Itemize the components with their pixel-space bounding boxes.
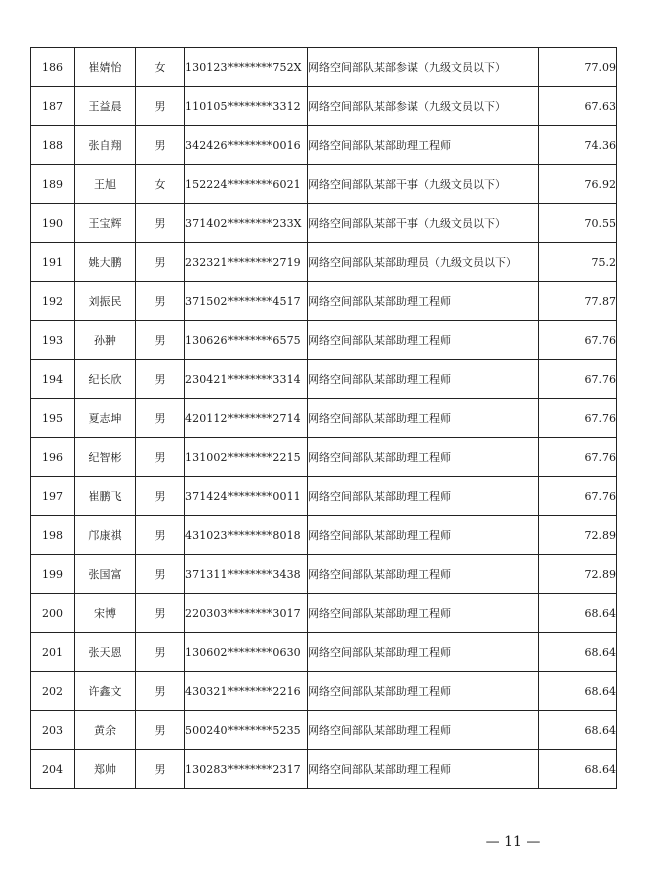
row-id-number: 152224********6021: [185, 165, 308, 204]
row-id-number: 232321********2719: [185, 243, 308, 282]
row-position: 网络空间部队某部助理工程师: [308, 594, 539, 633]
row-seq: 199: [31, 555, 75, 594]
row-score: 74.36: [539, 126, 617, 165]
row-id-number: 371424********0011: [185, 477, 308, 516]
table-row: [31, 321, 617, 360]
row-seq: 202: [31, 672, 75, 711]
table-row: [31, 672, 617, 711]
row-seq: 194: [31, 360, 75, 399]
row-id-number: 342426********0016: [185, 126, 308, 165]
row-seq: 186: [31, 48, 75, 87]
row-id-number: 430321********2216: [185, 672, 308, 711]
row-score: 77.87: [539, 282, 617, 321]
row-name: 王旭: [75, 165, 136, 204]
table-row: [31, 165, 617, 204]
row-gender: 男: [136, 594, 185, 633]
row-position: 网络空间部队某部助理工程师: [308, 516, 539, 555]
row-gender: 男: [136, 633, 185, 672]
roster-sheet: [30, 47, 616, 789]
table-row: [31, 204, 617, 243]
row-score: 68.64: [539, 750, 617, 789]
row-seq: 193: [31, 321, 75, 360]
row-position: 网络空间部队某部助理工程师: [308, 750, 539, 789]
row-score: 67.76: [539, 438, 617, 477]
row-name: 崔婧怡: [75, 48, 136, 87]
row-id-number: 130602********0630: [185, 633, 308, 672]
candidate-table-body: [31, 48, 617, 789]
row-gender: 男: [136, 126, 185, 165]
row-id-number: 420112********2714: [185, 399, 308, 438]
row-position: 网络空间部队某部助理工程师: [308, 321, 539, 360]
row-score: 76.92: [539, 165, 617, 204]
row-gender: 女: [136, 48, 185, 87]
table-row: [31, 594, 617, 633]
row-gender: 男: [136, 750, 185, 789]
row-seq: 192: [31, 282, 75, 321]
row-score: 75.2: [539, 243, 617, 282]
row-id-number: 131002********2215: [185, 438, 308, 477]
row-name: 刘振民: [75, 282, 136, 321]
row-gender: 男: [136, 204, 185, 243]
row-seq: 195: [31, 399, 75, 438]
row-position: 网络空间部队某部助理工程师: [308, 633, 539, 672]
row-id-number: 500240********5235: [185, 711, 308, 750]
row-gender: 男: [136, 282, 185, 321]
row-name: 王宝辉: [75, 204, 136, 243]
row-name: 纪长欣: [75, 360, 136, 399]
row-position: 网络空间部队某部助理工程师: [308, 399, 539, 438]
row-score: 68.64: [539, 594, 617, 633]
row-position: 网络空间部队某部助理工程师: [308, 555, 539, 594]
row-gender: 男: [136, 477, 185, 516]
row-gender: 女: [136, 165, 185, 204]
table-row: [31, 477, 617, 516]
row-id-number: 371311********3438: [185, 555, 308, 594]
row-position: 网络空间部队某部助理工程师: [308, 438, 539, 477]
row-name: 张天恩: [75, 633, 136, 672]
row-name: 邝康祺: [75, 516, 136, 555]
table-row: [31, 438, 617, 477]
row-gender: 男: [136, 438, 185, 477]
table-row: [31, 555, 617, 594]
candidate-table: [30, 47, 617, 789]
row-score: 68.64: [539, 711, 617, 750]
row-name: 纪智彬: [75, 438, 136, 477]
row-seq: 201: [31, 633, 75, 672]
row-score: 67.76: [539, 399, 617, 438]
row-name: 姚大鹏: [75, 243, 136, 282]
table-row: [31, 516, 617, 555]
row-id-number: 230421********3314: [185, 360, 308, 399]
row-position: 网络空间部队某部助理工程师: [308, 711, 539, 750]
row-score: 67.76: [539, 360, 617, 399]
row-id-number: 130626********6575: [185, 321, 308, 360]
row-name: 孙翀: [75, 321, 136, 360]
row-gender: 男: [136, 87, 185, 126]
row-name: 张自翔: [75, 126, 136, 165]
table-row: [31, 633, 617, 672]
row-score: 68.64: [539, 672, 617, 711]
row-id-number: 431023********8018: [185, 516, 308, 555]
row-name: 许鑫文: [75, 672, 136, 711]
row-seq: 197: [31, 477, 75, 516]
row-gender: 男: [136, 672, 185, 711]
row-id-number: 371402********233X: [185, 204, 308, 243]
table-row: [31, 87, 617, 126]
table-row: [31, 126, 617, 165]
row-name: 夏志坤: [75, 399, 136, 438]
row-seq: 191: [31, 243, 75, 282]
row-gender: 男: [136, 555, 185, 594]
table-row: [31, 360, 617, 399]
row-position: 网络空间部队某部助理工程师: [308, 672, 539, 711]
row-name: 黄余: [75, 711, 136, 750]
row-seq: 188: [31, 126, 75, 165]
row-name: 郑帅: [75, 750, 136, 789]
row-score: 72.89: [539, 555, 617, 594]
row-score: 72.89: [539, 516, 617, 555]
row-score: 70.55: [539, 204, 617, 243]
row-gender: 男: [136, 399, 185, 438]
row-score: 67.76: [539, 321, 617, 360]
row-id-number: 371502********4517: [185, 282, 308, 321]
row-position: 网络空间部队某部干事（九级文员以下）: [308, 165, 539, 204]
row-seq: 200: [31, 594, 75, 633]
row-id-number: 220303********3017: [185, 594, 308, 633]
row-name: 崔鹏飞: [75, 477, 136, 516]
row-position: 网络空间部队某部助理员（九级文员以下）: [308, 243, 539, 282]
row-position: 网络空间部队某部助理工程师: [308, 126, 539, 165]
row-position: 网络空间部队某部干事（九级文员以下）: [308, 204, 539, 243]
table-row: [31, 750, 617, 789]
table-row: [31, 282, 617, 321]
row-position: 网络空间部队某部参谋（九级文员以下）: [308, 48, 539, 87]
row-gender: 男: [136, 516, 185, 555]
row-seq: 203: [31, 711, 75, 750]
page-number: [0, 834, 646, 850]
row-score: 67.76: [539, 477, 617, 516]
row-id-number: 130283********2317: [185, 750, 308, 789]
row-seq: 196: [31, 438, 75, 477]
row-score: 77.09: [539, 48, 617, 87]
row-position: 网络空间部队某部助理工程师: [308, 360, 539, 399]
row-gender: 男: [136, 243, 185, 282]
row-id-number: 110105********3312: [185, 87, 308, 126]
row-name: 王益晨: [75, 87, 136, 126]
table-row: [31, 711, 617, 750]
row-seq: 190: [31, 204, 75, 243]
table-row: [31, 48, 617, 87]
table-row: [31, 243, 617, 282]
row-gender: 男: [136, 321, 185, 360]
row-seq: 189: [31, 165, 75, 204]
row-position: 网络空间部队某部助理工程师: [308, 477, 539, 516]
row-position: 网络空间部队某部参谋（九级文员以下）: [308, 87, 539, 126]
row-seq: 198: [31, 516, 75, 555]
row-seq: 204: [31, 750, 75, 789]
row-id-number: 130123********752X: [185, 48, 308, 87]
row-gender: 男: [136, 711, 185, 750]
row-name: 宋博: [75, 594, 136, 633]
row-gender: 男: [136, 360, 185, 399]
row-score: 68.64: [539, 633, 617, 672]
row-name: 张国富: [75, 555, 136, 594]
table-row: [31, 399, 617, 438]
row-position: 网络空间部队某部助理工程师: [308, 282, 539, 321]
page-number-label: — 11 —: [485, 834, 541, 850]
row-score: 67.63: [539, 87, 617, 126]
row-seq: 187: [31, 87, 75, 126]
